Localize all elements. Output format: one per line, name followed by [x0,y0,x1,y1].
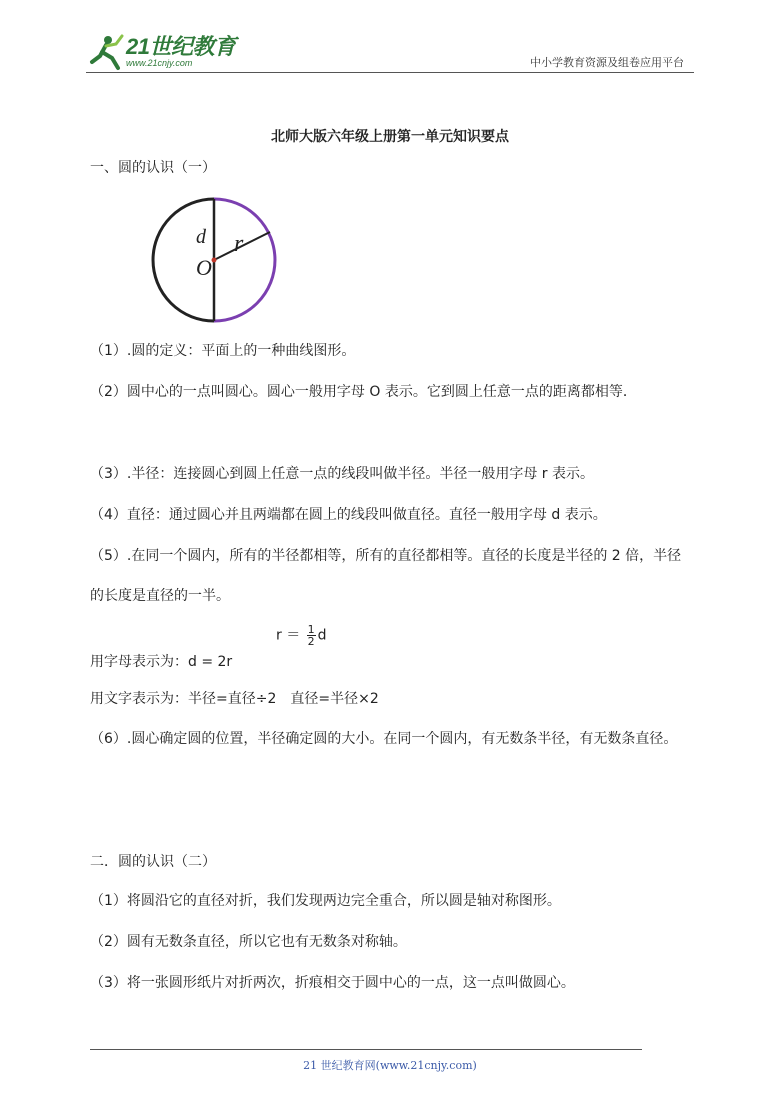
formula-fraction [307,624,316,647]
formula-lhs: r [276,627,282,644]
label-d: d [196,226,206,248]
page-title: 北师大版六年级上册第一单元知识要点 [271,129,509,145]
circle-diagram [146,195,282,325]
s2-paragraph-1: （1）将圆沿它的直径对折，我们发现两边完全重合，所以圆是轴对称图形。 [90,893,561,909]
logo-url: www.21cnjy.com [126,58,193,68]
formula-var: d [317,627,327,644]
label-r: r [234,231,244,257]
formula-eq: ＝ [286,627,301,644]
fraction-numerator: 1 [307,623,315,636]
s1-paragraph-2: （2）圆中心的一点叫圆心。圆心一般用字母 O 表示。它到圆上任意一点的距离都相等． [90,384,637,400]
header-tagline: 中小学教育资源及组卷应用平台 [530,56,684,69]
section2-heading: 二．圆的认识（二） [90,854,216,870]
fraction-denominator: 2 [307,635,315,648]
s1-paragraph-5: （5）.在同一个圆内，所有的半径都相等，所有的直径都相等。直径的长度是半径的 2 倍，半径的长度是直径的一半。 [90,548,682,604]
s2-paragraph-2: （2）圆有无数条直径，所以它也有无数条对称轴。 [90,934,407,950]
s1-paragraph-6: （6）.圆心确定圆的位置，半径确定圆的大小。在同一个圆内，有无数条半径，有无数条直径。 [90,731,678,747]
footer-text: 21 世纪教育网(www.21cnjy.com) [303,1059,477,1072]
word-formula: 用文字表示为：半径=直径÷2 直径=半径×2 [90,691,379,707]
s1-paragraph-4: （4）直径：通过圆心并且两端都在圆上的线段叫做直径。直径一般用字母 d 表示。 [90,507,607,523]
header-divider [86,72,694,73]
center-point [212,258,217,263]
section1-heading: 一、圆的认识（一） [90,160,216,176]
s1-paragraph-3: （3）.半径：连接圆心到圆上任意一点的线段叫做半径。半径一般用字母 r 表示。 [90,466,595,482]
radius-formula [276,624,327,647]
runner-logo-icon [86,32,126,72]
letter-formula: 用字母表示为：d = 2r [90,654,233,670]
footer-divider [90,1049,642,1050]
circle-right-arc [214,199,275,321]
circle-figure [146,195,282,325]
logo-text: 21世纪教育 [126,34,236,59]
label-o: O [196,255,212,280]
site-logo [86,30,236,74]
s2-paragraph-3: （3）将一张圆形纸片对折两次，折痕相交于圆中心的一点，这一点叫做圆心。 [90,975,575,991]
s1-paragraph-1: （1）.圆的定义：平面上的一种曲线图形。 [90,343,356,359]
